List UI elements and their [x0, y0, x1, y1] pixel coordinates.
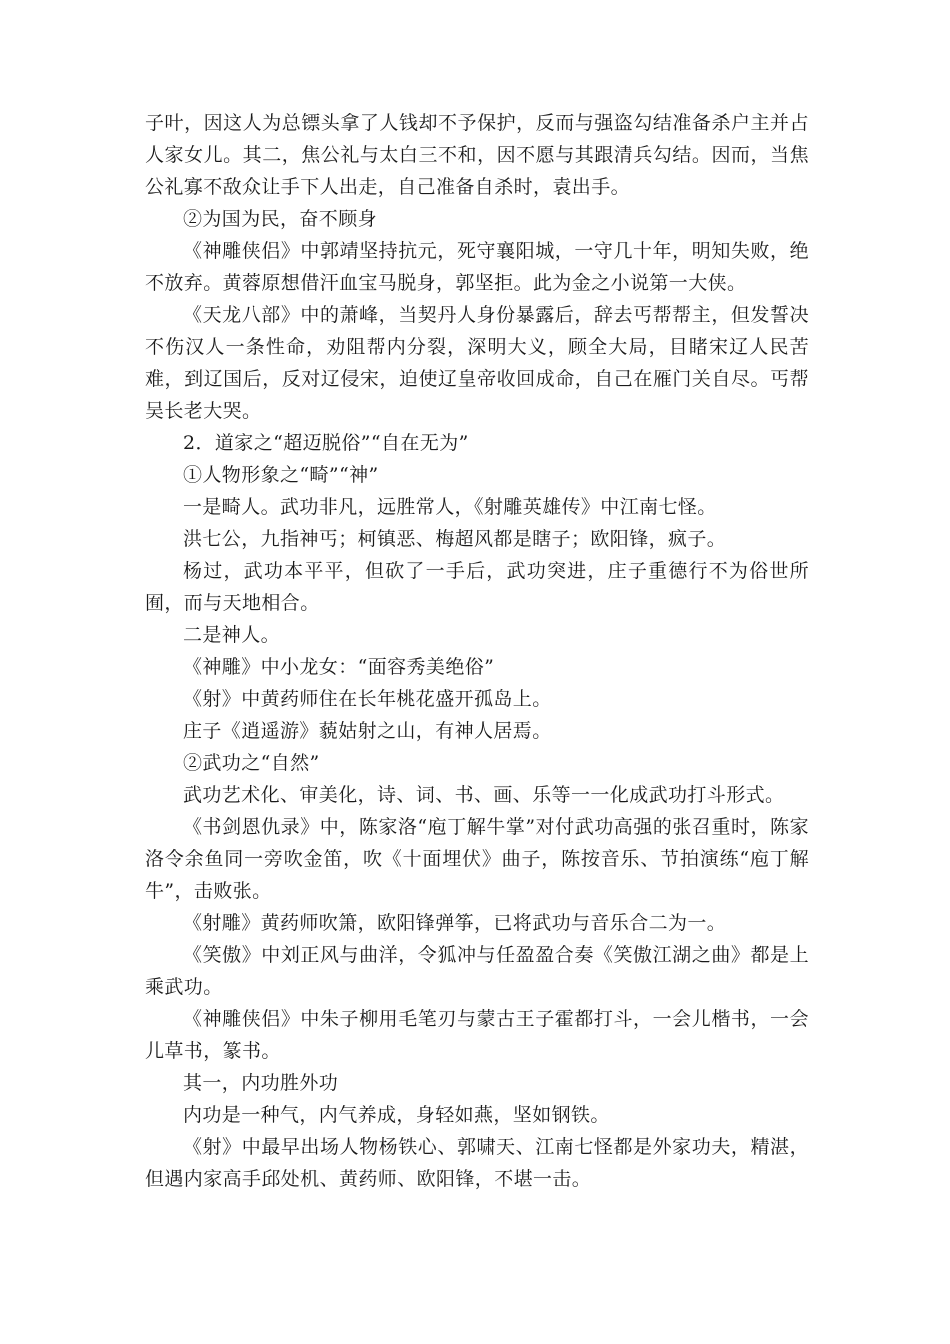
document-body [145, 107, 809, 1195]
paragraph: 《神雕侠侣》中郭靖坚持抗元，死守襄阳城，一守几十年，明知失败，绝不放弃。黄蓉原想借汗血宝马脱身，郭坚拒。此为金之小说第一大侠。 [145, 240, 809, 294]
paragraph: 《射雕》黄药师吹箫，欧阳锋弹筝，已将武功与音乐合二为一。 [183, 912, 727, 934]
paragraph: 其一，内功胜外功 [183, 1072, 339, 1094]
paragraph: 一是畸人。武功非凡，远胜常人，《射雕英雄传》中江南七怪。 [183, 496, 717, 518]
section-heading: 2．道家之“超迈脱俗”“自在无为” [183, 432, 469, 454]
paragraph: 《天龙八部》中的萧峰，当契丹人身份暴露后，辞去丐帮帮主，但发誓决不伤汉人一条性命，劝阻帮内分裂，深明大义，顾全大局，目睹宋辽人民苦难，到辽国后，反对辽侵宋，迫使辽皇帝收回成命，自己在雁门关自尽。丐帮吴长老大哭。 [145, 304, 809, 422]
section-heading: ②为国为民，奋不顾身 [183, 208, 378, 230]
paragraph: 内功是一种气，内气养成，身轻如燕，坚如钢铁。 [183, 1104, 610, 1126]
paragraph: 武功艺术化、审美化，诗、词、书、画、乐等一一化成武功打斗形式。 [183, 784, 785, 806]
paragraph: 《笑傲》中刘正风与曲洋，令狐冲与任盈盈合奏《笑傲江湖之曲》都是上乘武功。 [145, 944, 809, 998]
section-heading: ②武功之“自然” [183, 752, 320, 774]
paragraph: 洪七公，九指神丐；柯镇恶、梅超风都是瞎子；欧阳锋，疯子。 [183, 528, 727, 550]
paragraph: 子叶，因这人为总镖头拿了人钱却不予保护，反而与强盗勾结准备杀户主并占人家女儿。其二，焦公礼与太白三不和，因不愿与其跟清兵勾结。因而，当焦公礼寡不敌众让手下人出走，自己准备自杀时，袁出手。 [145, 112, 809, 198]
paragraph: 《神雕侠侣》中朱子柳用毛笔刃与蒙古王子霍都打斗，一会儿楷书，一会儿草书，篆书。 [145, 1008, 809, 1062]
paragraph: 《射》中黄药师住在长年桃花盛开孤岛上。 [183, 688, 552, 710]
paragraph: 《书剑恩仇录》中，陈家洛“庖丁解牛掌”对付武功高强的张召重时，陈家洛令余鱼同一旁吹金笛，吹《十面埋伏》曲子，陈按音乐、节拍演练“庖丁解牛”，击败张。 [145, 816, 809, 902]
paragraph: 《神雕》中小龙女：“面容秀美绝俗” [183, 656, 495, 678]
section-heading: ①人物形象之“畸”“神” [183, 464, 379, 486]
paragraph: 《射》中最早出场人物杨铁心、郭啸天、江南七怪都是外家功夫，精湛，但遇内家高手邱处机、黄药师、欧阳锋，不堪一击。 [145, 1136, 809, 1190]
paragraph: 杨过，武功本平平，但砍了一手后，武功突进，庄子重德行不为俗世所囿，而与天地相合。 [145, 560, 809, 614]
paragraph: 庄子《逍遥游》藐姑射之山，有神人居焉。 [183, 720, 552, 742]
paragraph: 二是神人。 [183, 624, 281, 646]
